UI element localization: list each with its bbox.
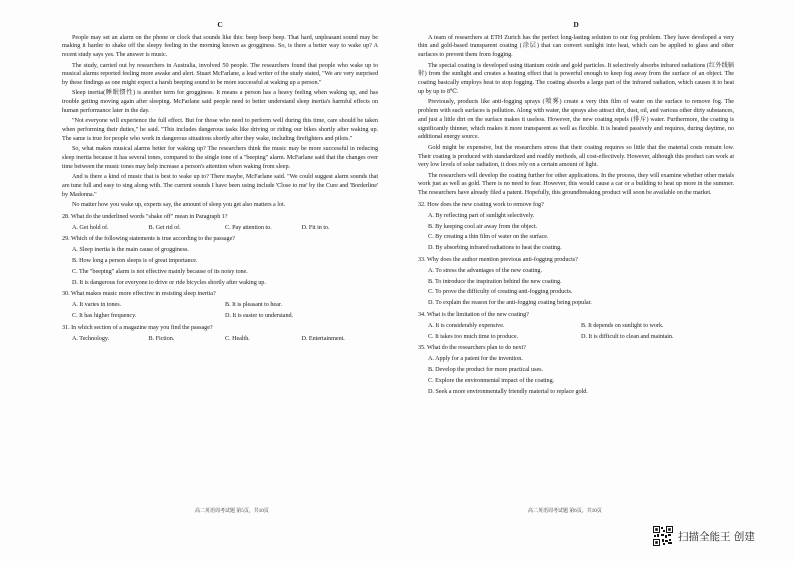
option-a: A. Technology. [72,334,110,342]
passage-c-paragraph: The study, carried out by researchers in Australia, involved 50 people. The researchers found that people who wake up to musical alarms reported feeling more awake and alert. Stuart McFarlane, a lead writer of the study stated, "We are very surprised by these findings as one might expect a harsh beeping sound to be more successful at waking up a person." [62,61,378,87]
option-d: D. It is easier to understand. [225,311,294,319]
option-b: B. It depends on sunlight to work. [581,321,664,329]
qr-code-icon [653,526,673,546]
option-a: A. By reflecting part of sunlight selectively. [428,211,535,219]
question-28-options [62,224,378,233]
question-28: 28. What do the underlined words "shake off" mean in Paragraph 1? [62,212,228,220]
passage-d-column [418,20,734,398]
question-30-options-row1 [62,301,378,310]
passage-d-paragraph: Gold might be expensive, but the researchers stress that their coating requires so little that the material costs remain low. Their coating is produced with standardized and readily methods, all cost-effectively. However, although this product can work at very low levels of solar radiation, it does rely on a certain amount of light. [418,143,734,169]
option-d: D. Entertainment. [301,334,345,342]
option-b: B. To introduce the inspiration behind the new coating. [428,277,562,285]
passage-c-paragraph: "Not everyone will experience the full effect. But for those who need to perform well during this time, care should be taken when performing their duties," he said. "This includes dangerous tasks like driving or riding our bikes shortly after waking up. The same is true for people who work in dangerous situations shortly after they wake, including firefighters and pilots." [62,117,378,142]
option-b: B. Get rid of. [148,223,181,231]
question-34: 34. What is the limitation of the new coating? [418,310,529,318]
passage-c-paragraph: Sleep inertia(睡眠惯性) is another term for grogginess. It means a person has a heavy feeling when waking up, and has trouble getting moving again after sleeping. McFarlane said people need to better understand sleep inertia's harmful effects on human performance later in the day. [62,89,378,115]
passage-c-column [62,20,378,345]
option-c: C. Health. [225,334,250,342]
option-d: D. By absorbing infrared radiations to heat the coating. [428,244,562,252]
option-d: D. It is difficult to clean and maintain. [581,332,674,340]
option-d: D. Seek a more environmentally friendly material to replace gold. [428,387,588,395]
option-c: C. The "beeping" alarm is not effective mainly because of its noisy tone. [72,267,248,275]
question-30-options-row2 [62,312,378,321]
page-footer-right: 高二英语周考试题 第6页，共10页 [528,509,602,514]
option-b: B. Develop the product for more practical uses. [428,365,544,373]
option-b: B. By keeping cool air away from the object. [428,222,538,230]
option-c: C. It takes too much time to produce. [428,332,519,340]
option-c: C. Pay attention to. [225,223,272,231]
question-35: 35. What do the researchers plan to do next? [418,344,526,352]
question-30: 30. What makes music more effective in resisting sleep inertia? [62,290,216,298]
question-32: 32. How does the new coating work to remove fog? [418,200,544,208]
option-a: A. It is considerably expensive. [428,321,505,329]
question-29: 29. Which of the following statements is true according to the passage? [62,235,235,243]
page-footer-left: 高二英语周考试题 第5页，共10页 [195,509,269,514]
passage-d-paragraph: The special coating is developed using titanium oxide and gold particles. It selectively absorbs infrared radiations (红外线辐射) from the sunlight and creates a heating effect that is powerful enough to keep fog away from the surface of an object. The coating basically employs heat to stop fogging. The coating absorbs a large part of the infrared radiation, which causes it to heat up by up to 8℃. [418,61,734,95]
passage-d-paragraph: A team of researchers at ETH Zurich has the perfect long-lasting solution to our fog problem. They have developed a very thin and gold-based transparent coating (涂层) that can convert sunlight into heat, which can be applied to glass and other surfaces to prevent them from fogging. [418,33,734,59]
option-a: A. Apply for a patent for the invention. [428,355,523,363]
passage-d-paragraph: The researchers will develop the coating further for other applications. In the process, they will examine whether other metals work just as well as gold. There is no need to fear. However, this would cause a car or a building to heat up more in the summer. The researchers have already filed a patent. Hopefully, this groundbreaking product will soon be available on the market. [418,171,734,197]
question-31-options [62,335,378,344]
option-d: D. To explain the reason for the anti-fogging coating being popular. [428,299,592,307]
passage-c-paragraph: People may set an alarm on the phone or clock that sounds like this: beep beep beep. That hard, unpleasant sound may be making it harder to shake off the sleepy feeling in the morning known as grogginess. So, is there a better way to wake up? A recent study says yes. The answer is music. [62,33,378,59]
question-33: 33. Why does the author mention previous anti-fogging products? [418,255,578,263]
passage-c-paragraph: And is there a kind of music that is best to wake up to? There maybe, McFarlane said. "We could suggest alarm sounds that are tune full and easy to sing along with. The current sounds I have been using include 'Close to me' by the Cure and 'Borderline' by Madonna." [62,173,378,198]
option-a: A. Get hold of. [72,223,109,231]
option-d: D. It is dangerous for everyone to drive or ride bicycles shortly after waking up. [72,278,266,286]
option-c: C. To prove the difficulty of creating anti-fogging products. [428,288,573,296]
passage-c-paragraph: So, what makes musical alarms better for waking up? The researchers think the music may be more successful in reducing sleep inertia because it has several tones, compared to the single tone of a "beeping" alarm. McFarlane said that the changes over time between the music tones may help increase a person's attention when waking from sleep. [62,145,378,170]
passage-c-title: C [217,20,223,29]
question-34-options-row2 [418,333,734,342]
option-a: A. Sleep inertia is the main cause of grogginess. [72,246,189,254]
option-c: C. Explore the environmental impact of the coating. [428,376,555,384]
option-a: A. It varies in tones. [72,301,122,309]
option-c: C. It has higher frequency. [72,311,137,319]
passage-d-title: D [573,20,579,29]
option-d: D. Fit in to. [301,223,330,231]
passage-c-paragraph: No matter how you wake up, experts say, the amount of sleep you get also matters a lot. [72,200,286,208]
option-b: B. Fiction. [148,334,175,342]
scanner-watermark: 扫描全能王 创建 [678,531,755,543]
option-b: B. How long a person sleeps is of great importance. [72,256,198,264]
option-b: B. It is pleasant to hear. [225,301,282,309]
question-34-options-row1 [418,322,734,331]
passage-d-paragraph: Previously, products like anti-fogging sprays (喷雾) create a very thin film of water on the surface to remove fog. The problem with such surfaces is pollution. Along with water, the sprays also attract dirt, dust, oil, and various other dirty substances, and just a little dirt on the surface makes it useless. However, the new coating repels (排斥) water. Furthermore, the coating is significantly thinner, which makes it more transparent as well as flexible. It is heated passively and requires, during daytime, no additional energy source. [418,98,734,141]
option-a: A. To stress the advantages of the new coating. [428,266,542,274]
question-31: 31. In which section of a magazine may you find the passage? [62,323,213,331]
option-c: C. By creating a thin film of water on the surface. [428,233,549,241]
